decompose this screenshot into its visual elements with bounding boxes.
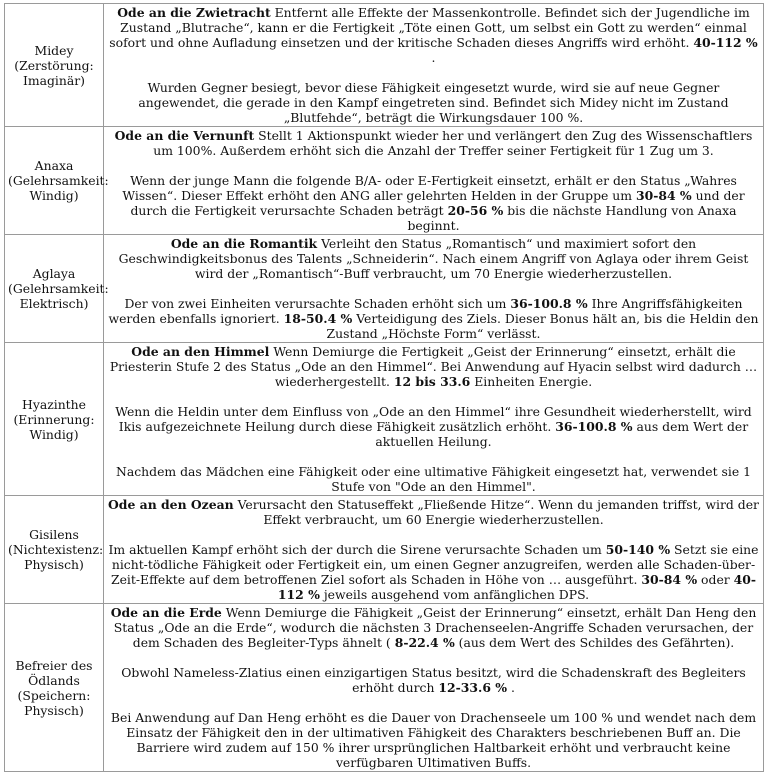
ability-paragraph: [107, 542, 760, 602]
ability-paragraph: [107, 344, 760, 389]
ability-text: Einheiten Energie.: [470, 374, 593, 389]
ability-value: 30-84 %: [641, 572, 698, 587]
ability-paragraph: [107, 236, 760, 281]
character-name: Anaxa: [34, 158, 74, 173]
ability-text: Setzt sie eine nicht-tödliche Fähigkeit oder Fertigkeit ein, um einen Gegner anzugreifen, werden alle Schaden-über-Zeit-Effekte auf dem betroffenen Ziel sofort als Schaden in Höhe von … ausgeführt.: [110, 542, 759, 587]
ability-value: 36-100.8 %: [510, 296, 588, 311]
ability-text: aus dem Wert der aktuellen Heilung.: [375, 419, 749, 449]
ability-value: 20-56 %: [447, 203, 504, 218]
ability-text: Wenn Demiurge die Fähigkeit „Geist der Erinnerung“ einsetzt, erhält Dan Heng den Status „Ode an die Erde“, wodurch die nächsten 3 Drachenseelen-Angriffe Schaden verursachen, der dem Schaden des Begleiter-Typs ähnelt (: [113, 605, 757, 650]
ability-text: .: [507, 680, 515, 695]
character-name: Gisilens: [29, 527, 79, 542]
character-name-cell: [5, 496, 104, 604]
ability-text: Wenn Demiurge die Fertigkeit „Geist der Erinnerung“ einsetzt, erhält die Priesterin Stufe 2 des Status „Ode an den Himmel“. Bei Anwendung auf Hyacin selbst wird dadurch … wiederhergestellt.: [109, 344, 758, 389]
ability-text: Wenn die Heldin unter dem Einfluss von „Ode an den Himmel“ ihre Gesundheit wiederherstellt, wird Ikis aufgezeichnete Heilung durch diese Fähigkeit zusätzlich erhöht.: [115, 404, 752, 434]
ability-description-cell: [104, 235, 764, 343]
ability-text: Verteidigung des Ziels. Dieser Bonus hält an, bis die Heldin den Zustand „Höchste Form“ verlässt.: [326, 311, 759, 341]
character-element: Windig): [29, 188, 79, 203]
ability-value: 50-140 %: [605, 542, 671, 557]
ability-text: jeweils ausgehend vom anfänglichen DPS.: [319, 587, 590, 602]
ability-text: bis die nächste Handlung von Anaxa beginnt.: [407, 203, 737, 233]
ability-title: Ode an die Zwietracht: [117, 5, 271, 20]
ability-paragraph: [107, 404, 760, 449]
ability-text: Wurden Gegner besiegt, bevor diese Fähigkeit eingesetzt wurde, wird sie auf neue Gegner angewendet, die gerade in den Kampf eingetreten sind. Befindet sich Midey nicht im Zustand „Blutfehde“, beträgt die Wirkungsdauer 100 %.: [138, 80, 729, 125]
ability-text: Verursacht den Statuseffekt „Fließende Hitze“. Wenn du jemanden triffst, wird der Effekt verbraucht, um 60 Energie wiederherzustellen.: [233, 497, 759, 527]
table-row: [5, 604, 764, 772]
ability-value: 36-100.8 %: [555, 419, 633, 434]
ability-title: Ode an die Romantik: [170, 236, 318, 251]
ability-paragraph: [107, 128, 760, 158]
ability-text: Wenn der junge Mann die folgende B/A- oder E-Fertigkeit einsetzt, erhält er den Status „Wahres Wissen“. Dieser Effekt erhöht den ANG aller gelehrten Helden in der Gruppe um: [122, 173, 737, 203]
ability-value: 18-50.4 %: [283, 311, 353, 326]
ability-text: Entfernt alle Effekte der Massenkontrolle. Befindet sich der Jugendliche im Zustand „Blutrache“, kann er die Fertigkeit „Töte einen Gott, um selbst ein Gott zu werden“ einmal sofort und ohne Aufladung einsetzen und der kritische Schaden dieses Angriffs wird erhöht.: [109, 5, 750, 50]
character-path: (Nichtexistenz:: [8, 542, 104, 557]
ability-paragraph: [107, 173, 760, 233]
character-element: Elektrisch): [19, 296, 89, 311]
ability-paragraph: [107, 464, 760, 494]
ability-paragraph: [107, 665, 760, 695]
character-path: (Gelehrsamkeit:: [8, 173, 109, 188]
ability-title: Ode an die Vernunft: [114, 128, 255, 143]
character-name: Befreier des: [15, 657, 93, 673]
table-row: [5, 4, 764, 127]
character-name: Ödlands: [28, 672, 80, 688]
table-row: [5, 127, 764, 235]
ability-text: Ihre Angriffsfähigkeiten werden ebenfalls ignoriert.: [108, 296, 743, 326]
ability-description-cell: [104, 4, 764, 127]
ability-text: und der durch die Fertigkeit verursachte Schaden beträgt: [130, 188, 745, 218]
ability-description-cell: [104, 604, 764, 772]
character-element: Imaginär): [22, 72, 86, 88]
ability-value: 8-22.4 %: [394, 635, 455, 650]
character-table: [4, 3, 764, 772]
character-path: (Speichern:: [17, 687, 91, 703]
character-element: Physisch): [24, 702, 84, 718]
ability-text: Verleiht den Status „Romantisch“ und maximiert sofort den Geschwindigkeitsbonus des Talents „Schneiderin“. Nach einem Angriff von Aglaya oder ihrem Geist wird der „Romantisch“-Buff verbraucht, um 70 Energie wiederherzustellen.: [118, 236, 749, 281]
ability-text: Der von zwei Einheiten verursachte Schaden erhöht sich um: [124, 296, 511, 311]
ability-paragraph: [107, 710, 760, 770]
ability-paragraph: [107, 80, 760, 125]
table-row: [5, 496, 764, 604]
character-name-cell: [5, 343, 104, 496]
ability-paragraph: [107, 605, 760, 650]
ability-text: Obwohl Nameless-Zlatius einen einzigartigen Status besitzt, wird die Schadenskraft des Begleiters erhöht durch: [121, 665, 746, 695]
character-name-cell: [5, 235, 109, 343]
ability-value: 40-112 %: [693, 35, 758, 50]
character-name: Midey: [34, 42, 74, 58]
character-element: Windig): [29, 426, 79, 442]
character-path: (Gelehrsamkeit:: [8, 281, 109, 296]
ability-description-cell: [104, 127, 764, 235]
character-path: (Erinnerung:: [13, 411, 95, 427]
ability-value: 12 bis 33.6: [393, 374, 471, 389]
ability-title: Ode an den Himmel: [131, 344, 270, 359]
ability-text: Nachdem das Mädchen eine Fähigkeit oder eine ultimative Fähigkeit eingesetzt hat, verwendet sie 1 Stufe von "Ode an den Himmel".: [115, 464, 751, 494]
character-name-cell: [5, 604, 104, 772]
character-name-cell: [5, 4, 104, 127]
ability-text: .: [431, 50, 436, 65]
ability-description-cell: [104, 343, 764, 496]
character-path: (Zerstörung:: [14, 57, 94, 73]
ability-paragraph: [107, 497, 760, 527]
ability-value: 12-33.6 %: [438, 680, 508, 695]
ability-text: Bei Anwendung auf Dan Heng erhöht es die Dauer von Drachenseele um 100 % und wendet nach dem Einsatz der Fähigkeit den in der ultimativen Fähigkeit des Charakters beschriebenen Buff an. Die Barriere wird zudem auf 150 % ihrer ursprünglichen Haltbarkeit erhöht und verbraucht keine verfügbaren Ultimativen Buffs.: [110, 710, 757, 770]
ability-value: 40-112 %: [277, 572, 757, 602]
ability-description-cell: [104, 496, 764, 604]
character-name: Hyazinthe: [22, 396, 86, 412]
character-element: Physisch): [24, 557, 84, 572]
ability-text: oder: [697, 572, 734, 587]
ability-text: Stellt 1 Aktionspunkt wieder her und verlängert den Zug des Wissenschaftlers um 100%. Außerdem erhöht sich die Anzahl der Treffer seiner Fertigkeit für 1 Zug um 3.: [153, 128, 753, 158]
character-name: Aglaya: [32, 266, 76, 281]
character-name-cell: [5, 127, 109, 235]
ability-text: Im aktuellen Kampf erhöht sich der durch die Sirene verursachte Schaden um: [108, 542, 606, 557]
ability-title: Ode an die Erde: [110, 605, 222, 620]
ability-title: Ode an den Ozean: [108, 497, 234, 512]
ability-text: (aus dem Wert des Schildes des Gefährten).: [454, 635, 735, 650]
ability-paragraph: [107, 296, 760, 341]
ability-value: 30-84 %: [635, 188, 692, 203]
ability-paragraph: [107, 5, 760, 65]
table-row: [5, 343, 764, 496]
table-row: [5, 235, 764, 343]
